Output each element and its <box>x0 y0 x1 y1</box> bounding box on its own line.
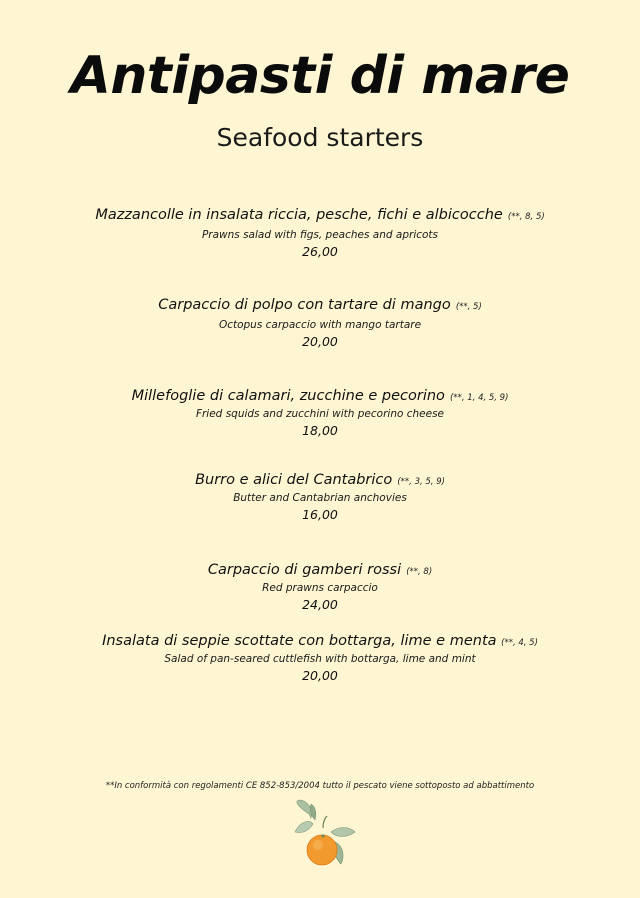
dish-name-it: Insalata di seppie scottate con bottarga, lime e menta <box>102 633 502 649</box>
dish-price: 20,00 <box>302 334 338 349</box>
page-subtitle: Seafood starters <box>216 123 424 152</box>
menu-item <box>0 385 640 440</box>
dish-name-en: Red prawns carpaccio <box>262 582 378 594</box>
page-title: Antipasti di mare <box>70 46 570 106</box>
menu-item <box>0 559 640 614</box>
dish-price: 16,00 <box>302 507 338 522</box>
dish-name-en: Octopus carpaccio with mango tartare <box>218 319 422 331</box>
menu-item <box>0 294 640 351</box>
menu-item <box>0 469 640 524</box>
dish-name-it: Carpaccio di polpo con tartare di mango <box>158 297 451 313</box>
dish-price: 24,00 <box>302 597 338 612</box>
allergen-codes: (**, 8, 5) <box>507 212 545 222</box>
orange-icon <box>287 798 357 870</box>
dish-price: 26,00 <box>302 244 338 259</box>
dish-name-en: Prawns salad with figs, peaches and apricots <box>201 229 439 241</box>
dish-price: 20,00 <box>302 668 338 683</box>
menu-item <box>0 630 640 685</box>
dish-name-it: Burro e alici del Cantabrico <box>195 472 393 488</box>
allergen-codes: (**, 5) <box>455 302 482 312</box>
dish-name-it: Mazzancolle in insalata riccia, pesche, fichi e albicocche <box>95 207 503 223</box>
dish-name-it: Millefoglie di calamari, zucchine e pecorino <box>131 388 445 404</box>
allergen-codes: (**, 1, 4, 5, 9) <box>450 393 509 403</box>
dish-name-it: Carpaccio di gamberi rossi <box>207 562 402 578</box>
footnote: **In conformità con regolamenti CE 852-853/2004 tutto il pescato viene sottoposto ad abbattimento <box>105 781 535 791</box>
dish-name-en: Butter and Cantabrian anchovies <box>233 492 407 504</box>
dish-price: 18,00 <box>302 423 338 438</box>
dish-name-en: Salad of pan-seared cuttlefish with bottarga, lime and mint <box>164 653 476 665</box>
allergen-codes: (**, 8) <box>406 567 433 577</box>
allergen-codes: (**, 4, 5) <box>501 638 538 648</box>
dish-name-en: Fried squids and zucchini with pecorino cheese <box>195 408 445 420</box>
menu-item <box>0 204 640 261</box>
allergen-codes: (**, 3, 5, 9) <box>397 477 445 487</box>
